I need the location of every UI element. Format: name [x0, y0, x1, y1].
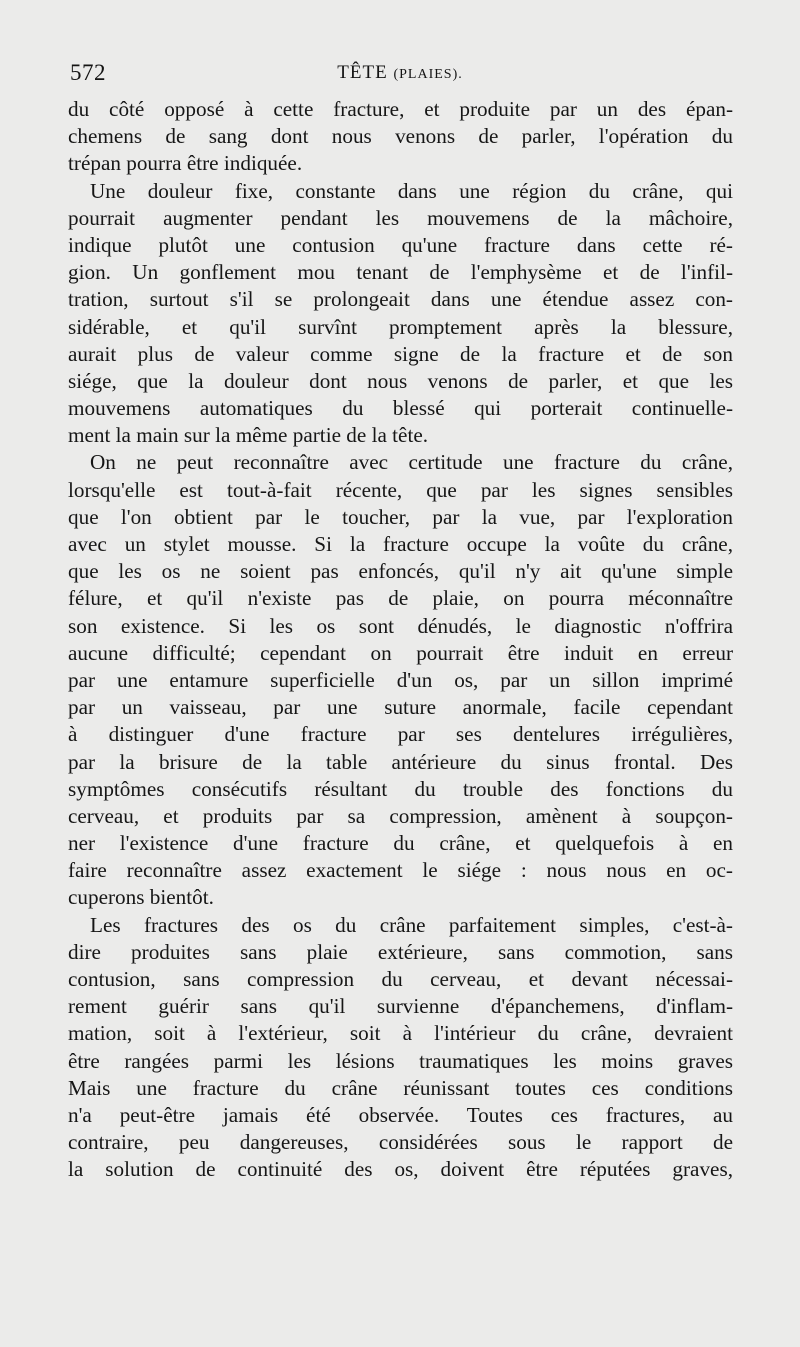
text-line: du côté opposé à cette fracture, et produite par un des épan-	[68, 97, 733, 121]
text-line: contusion, sans compression du cerveau, et devant nécessai-	[68, 967, 733, 991]
text-line: mation, soit à l'extérieur, soit à l'intérieur du crâne, devraient	[68, 1021, 733, 1046]
text-line: que les os ne soient pas enfoncés, qu'il n'y ait qu'une simple	[68, 559, 733, 584]
text-line: Les fractures des os du crâne parfaitement simples, c'est-à-	[90, 912, 733, 937]
text-line: rement guérir sans qu'il survienne d'épanchemens, d'inflam-	[68, 994, 733, 1019]
text-line: ment la main sur la même partie de la tête.	[68, 423, 429, 448]
text-line: aucune difficulté; cependant on pourrait être induit en erreur	[68, 640, 733, 665]
text-line: symptômes consécutifs résultant du trouble des fonctions du	[68, 776, 733, 801]
text-line: indique plutôt une contusion qu'une fracture dans cette ré-	[68, 232, 733, 257]
text-line: dire produites sans plaie extérieure, sans commotion, sans	[68, 939, 733, 964]
running-head	[70, 62, 730, 84]
text-line: être rangées parmi les lésions traumatiques les moins graves	[68, 1048, 733, 1073]
text-line: cerveau, et produits par sa compression, amènent à soupçon-	[68, 803, 733, 828]
paragraph	[68, 449, 733, 911]
running-head-subtitle: (PLAIES).	[393, 67, 463, 82]
text-line: mouvemens automatiques du blessé qui porterait continuelle-	[68, 396, 733, 421]
text-line: tration, surtout s'il se prolongeait dans une étendue assez con-	[68, 287, 733, 312]
text-line: la solution de continuité des os, doivent être réputées graves,	[68, 1157, 733, 1182]
running-head-title: TÊTE	[337, 62, 388, 83]
text-line: trépan pourra être indiquée.	[68, 151, 303, 176]
text-line: sidérable, et qu'il survînt promptement après la blessure,	[68, 314, 733, 339]
text-line: cuperons bientôt.	[68, 885, 214, 910]
text-line: lorsqu'elle est tout-à-fait récente, que par les signes sensibles	[68, 477, 733, 502]
text-line: aurait plus de valeur comme signe de la fracture et de son	[68, 341, 733, 366]
page-number: 572	[70, 60, 106, 85]
text-line: par la brisure de la table antérieure du sinus frontal. Des	[68, 749, 733, 774]
text-line: son existence. Si les os sont dénudés, le diagnostic n'offrira	[68, 613, 733, 638]
paragraph	[68, 912, 733, 1184]
text-line: avec un stylet mousse. Si la fracture occupe la voûte du crâne,	[68, 532, 733, 556]
text-line: siége, que la douleur dont nous venons de parler, et que les	[68, 368, 733, 393]
text-line: que l'on obtient par le toucher, par la vue, par l'exploration	[68, 504, 733, 529]
text-line: On ne peut reconnaître avec certitude une fracture du crâne,	[90, 450, 733, 475]
body-text	[68, 96, 733, 1184]
paragraph	[68, 178, 733, 450]
text-line: chemens de sang dont nous venons de parler, l'opération du	[68, 124, 733, 149]
text-line: pourrait augmenter pendant les mouvemens de la mâchoire,	[68, 205, 733, 230]
text-line: Une douleur fixe, constante dans une région du crâne, qui	[90, 178, 733, 203]
text-line: par une entamure superficielle d'un os, par un sillon imprimé	[68, 667, 733, 692]
text-line: ner l'existence d'une fracture du crâne, et quelquefois à en	[68, 831, 733, 856]
paragraph	[68, 96, 733, 178]
text-line: faire reconnaître assez exactement le siége : nous nous en oc-	[68, 858, 733, 883]
text-line: à distinguer d'une fracture par ses dentelures irrégulières,	[68, 722, 733, 747]
text-line: Mais une fracture du crâne réunissant toutes ces conditions	[68, 1075, 733, 1100]
text-line: félure, et qu'il n'existe pas de plaie, on pourra méconnaître	[68, 586, 733, 611]
text-line: n'a peut-être jamais été observée. Toutes ces fractures, au	[68, 1102, 733, 1127]
page-header	[70, 60, 730, 94]
text-line: gion. Un gonflement mou tenant de l'emphysème et de l'infil-	[68, 260, 733, 285]
text-line: contraire, peu dangereuses, considérées sous le rapport de	[68, 1130, 733, 1155]
text-line: par un vaisseau, par une suture anormale, facile cependant	[68, 695, 733, 720]
